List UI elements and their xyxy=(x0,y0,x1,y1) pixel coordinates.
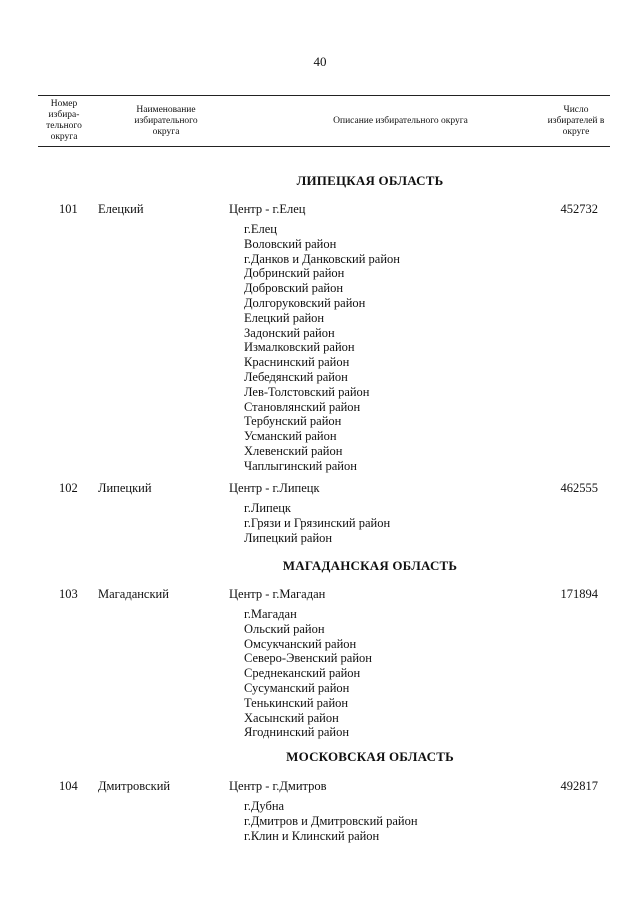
region-title: ЛИПЕЦКАЯ ОБЛАСТЬ xyxy=(296,173,444,188)
district-center: Центр - г.Магадан xyxy=(229,587,326,601)
list-item: г.Грязи и Грязинский район xyxy=(244,515,391,530)
list-item: Становлянский район xyxy=(244,399,361,414)
district-territory-list xyxy=(244,222,400,474)
list-item: Воловский район xyxy=(244,236,337,251)
header-number-line: Номер xyxy=(50,99,78,109)
list-item: Краснинский район xyxy=(244,355,350,370)
district-voters: 452732 xyxy=(560,202,598,216)
list-item: г.Дмитров и Дмитровский район xyxy=(244,813,418,828)
district-number: 102 xyxy=(59,481,78,495)
district-number: 101 xyxy=(59,202,78,216)
list-item: Лебедянский район xyxy=(244,369,348,384)
district-number: 103 xyxy=(59,587,78,601)
district-name: Дмитровский xyxy=(98,779,171,793)
header-voters xyxy=(538,96,614,146)
table-header xyxy=(38,95,610,147)
district-territory-list xyxy=(244,799,418,843)
district-center: Центр - г.Липецк xyxy=(229,481,320,495)
list-item: Сусуманский район xyxy=(244,680,350,695)
region-title: МОСКОВСКАЯ ОБЛАСТЬ xyxy=(286,749,454,764)
list-item: г.Дубна xyxy=(244,799,285,813)
list-item: Измалковский район xyxy=(244,340,355,355)
district-center: Центр - г.Дмитров xyxy=(229,779,327,793)
region-title: МАГАДАНСКАЯ ОБЛАСТЬ xyxy=(282,558,458,573)
list-item: Тербунский район xyxy=(244,414,342,429)
header-number-line: округа xyxy=(50,132,78,142)
district-name: Магаданский xyxy=(98,587,169,601)
list-item: г.Данков и Данковский район xyxy=(244,251,400,266)
list-item: Добринский район xyxy=(244,266,345,281)
list-item: Ягоднинский район xyxy=(244,725,350,740)
header-description: Описание избирательного округа xyxy=(333,115,468,126)
list-item: Липецкий район xyxy=(244,530,333,545)
header-name xyxy=(110,96,222,146)
list-item: Хасынский район xyxy=(244,710,339,725)
list-item: Долгоруковский район xyxy=(244,295,366,310)
list-item: Добровский район xyxy=(244,281,344,296)
header-voters-line: округе xyxy=(562,126,590,137)
district-territory-list xyxy=(244,501,390,545)
header-name-line: округа xyxy=(152,126,180,137)
district-center: Центр - г.Елец xyxy=(229,202,306,216)
list-item: г.Магадан xyxy=(244,607,297,621)
district-number: 104 xyxy=(59,779,78,793)
district-name: Липецкий xyxy=(98,481,152,495)
list-item: Омсукчанский район xyxy=(244,636,357,651)
list-item: Хлевенский район xyxy=(244,443,343,458)
header-voters-line: Число xyxy=(563,104,589,115)
list-item: г.Клин и Клинский район xyxy=(244,828,380,843)
list-item: Задонский район xyxy=(244,325,335,340)
district-voters: 462555 xyxy=(560,481,598,495)
list-item: Елецкий район xyxy=(244,310,325,325)
list-item: г.Липецк xyxy=(244,501,292,515)
list-item: Лев-Толстовский район xyxy=(244,384,370,399)
header-name-line: Наименование xyxy=(136,104,196,115)
list-item: г.Елец xyxy=(244,222,277,236)
list-item: Ольский район xyxy=(244,621,325,636)
page-number: 40 xyxy=(313,54,327,69)
district-name: Елецкий xyxy=(98,202,144,216)
district-voters: 171894 xyxy=(560,587,598,601)
header-voters-line: избирателей в xyxy=(547,115,605,126)
list-item: Чаплыгинский район xyxy=(244,458,357,473)
header-number-line: избира- xyxy=(48,110,80,120)
district-territory-list xyxy=(244,607,372,740)
list-item: Усманский район xyxy=(244,429,337,444)
list-item: Северо-Эвенский район xyxy=(244,651,372,666)
header-number xyxy=(38,96,90,146)
list-item: Среднеканский район xyxy=(244,666,361,681)
header-number-line: тельного xyxy=(46,121,82,131)
header-name-line: избирательного xyxy=(134,115,198,126)
list-item: Тенькинский район xyxy=(244,695,349,710)
district-voters: 492817 xyxy=(560,779,598,793)
